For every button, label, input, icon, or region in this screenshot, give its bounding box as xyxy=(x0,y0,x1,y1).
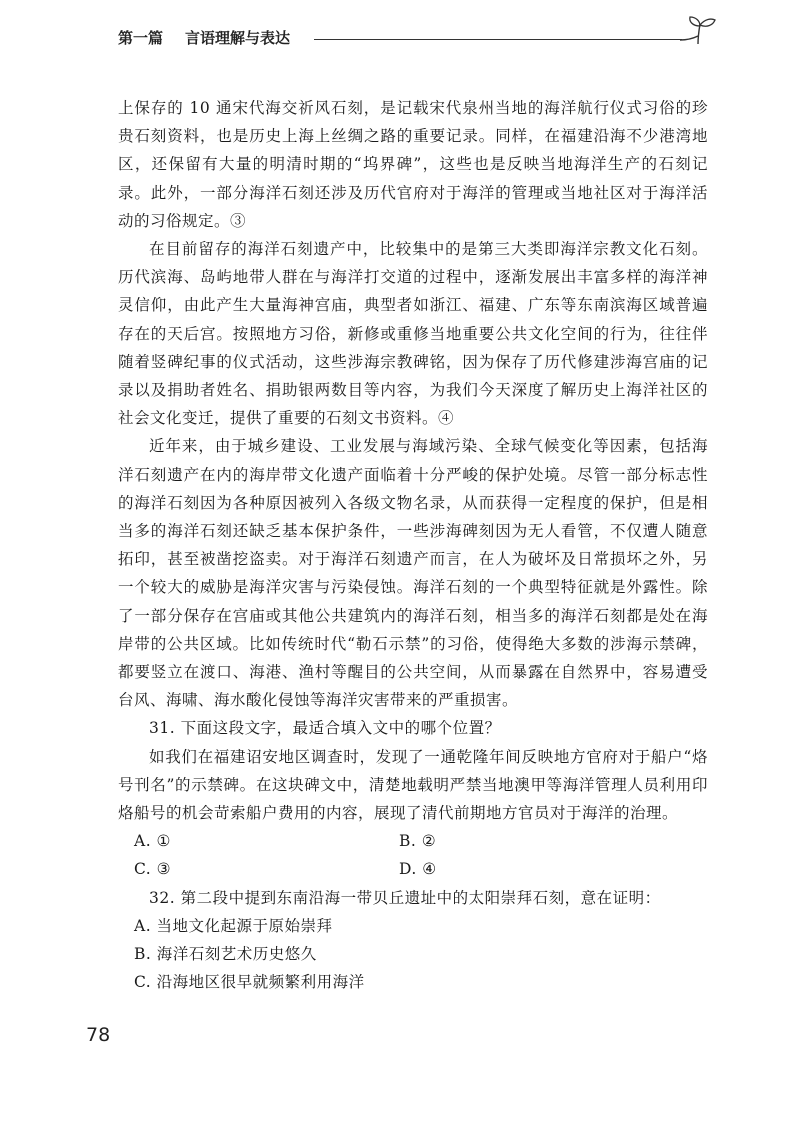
question-31-passage: 如我们在福建诏安地区调查时，发现了一通乾隆年间反映地方官府对于船户“烙号刊名”的示禁碑。在这块碑文中，清楚地载明严禁当地澳甲等海洋管理人员利用印烙船号的机会苛索船户费用的内容，展现了清代前期地方官员对于海洋的治理。 xyxy=(118,747,708,823)
running-header xyxy=(118,14,718,50)
header-part: 第一篇 xyxy=(118,29,164,47)
header-title: 言语理解与表达 xyxy=(185,29,291,47)
question-32-option-c: C. 沿海地区很早就频繁利用海洋 xyxy=(134,973,365,992)
option-d: D. ④ xyxy=(399,860,437,879)
question-32-option-b: B. 海洋石刻艺术历史悠久 xyxy=(134,945,317,964)
paragraph-2: 在目前留存的海洋石刻遗产中，比较集中的是第三大类即海洋宗教文化石刻。历代滨海、岛屿地带人群在与海洋打交道的过程中，逐渐发展出丰富多样的海洋神灵信仰，由此产生大量海神宫庙，典型者如浙江、福建、广东等东南滨海区域普遍存在的天后宫。按照地方习俗，新修或重修当地重要公共文化空间的行为，往往伴随着竖碑纪事的仪式活动，这些涉海宗教碑铭，因为保存了历代修建涉海宫庙的记录以及捐助者姓名、捐助银两数目等内容，为我们今天深度了解历史上海洋社区的社会文化变迁，提供了重要的石刻文书资料。④ xyxy=(118,240,708,428)
question-31-options xyxy=(118,827,708,883)
question-32-stem: 32. 第二段中提到东南沿海一带贝丘遗址中的太阳崇拜石刻，意在证明： xyxy=(149,888,661,907)
header-rule xyxy=(314,39,682,40)
sprout-icon xyxy=(678,14,718,50)
paragraph-1: 上保存的 10 通宋代海交祈风石刻，是记载宋代泉州当地的海洋航行仪式习俗的珍贵石刻资料，也是历史上海上丝绸之路的重要记录。同样，在福建沿海不少港湾地区，还保留有大量的明清时期的“坞界碑”，这些也是反映当地海洋生产的石刻记录。此外，一部分海洋石刻还涉及历代官府对于海洋的管理或当地社区对于海洋活动的习俗规定。③ xyxy=(118,99,708,230)
question-31-stem: 31. 下面这段文字，最适合填入文中的哪个位置？ xyxy=(149,719,501,738)
paragraph-3: 近年来，由于城乡建设、工业发展与海域污染、全球气候变化等因素，包括海洋石刻遗产在内的海岸带文化遗产面临着十分严峻的保护处境。尽管一部分标志性的海洋石刻因为各种原因被列入各级文物名录，从而获得一定程度的保护，但是相当多的海洋石刻还缺乏基本保护条件，一些涉海碑刻因为无人看管，不仅遭人随意拓印，甚至被凿挖盗卖。对于海洋石刻遗产而言，在人为破坏及日常损坏之外，另一个较大的威胁是海洋灾害与污染侵蚀。海洋石刻的一个典型特征就是外露性。除了一部分保存在宫庙或其他公共建筑内的海洋石刻，相当多的海洋石刻都是处在海岸带的公共区域。比如传统时代“勒石示禁”的习俗，使得绝大多数的涉海示禁碑，都要竖立在渡口、海港、渔村等醒目的公共空间，从而暴露在自然界中，容易遭受台风、海啸、海水酸化侵蚀等海洋灾害带来的严重损害。 xyxy=(118,437,708,710)
page-number: 78 xyxy=(86,1024,111,1046)
option-a: A. ① xyxy=(134,832,171,851)
header-label xyxy=(118,27,290,48)
body-text xyxy=(118,94,708,996)
option-b: B. ② xyxy=(399,832,437,851)
option-c: C. ③ xyxy=(134,860,172,879)
question-32-option-a: A. 当地文化起源于原始崇拜 xyxy=(134,916,333,935)
